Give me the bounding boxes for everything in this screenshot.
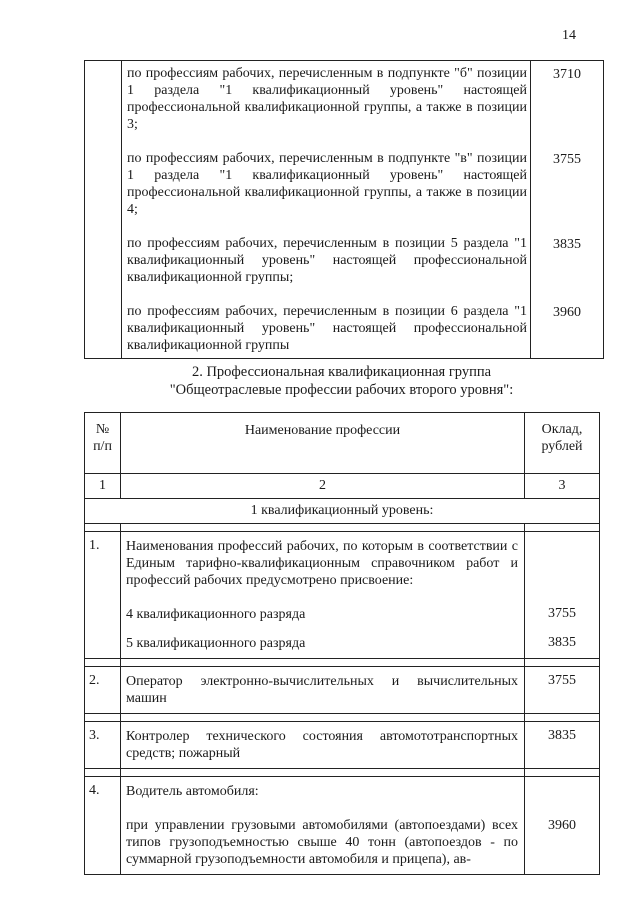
table-row	[85, 777, 600, 875]
level-title: 1 квалификационный уровень:	[85, 499, 600, 524]
row-gap	[85, 524, 600, 532]
row-sub-text: при управлении грузовыми автомобилями (автопоездами) всех типов грузоподъемностью свыше 40 тонн (автопоездов - по суммарной грузоподъемности автомобиля и прицепа), ав-	[126, 818, 518, 867]
row-text: Оператор электронно-вычислительных и вычислительных машин	[121, 667, 525, 714]
table-row	[85, 532, 600, 659]
continuation-value: 3960	[553, 305, 581, 320]
column-index: 2	[121, 474, 525, 499]
continuation-num-cell	[85, 61, 122, 359]
row-text: Наименования профессий рабочих, по которым в соответствии с Единым тарифно-квалификационным справочником работ и профессий рабочих предусмотрено присвоение:	[126, 539, 518, 588]
row-text: Водитель автомобиля:	[126, 784, 259, 799]
row-value-cell	[525, 532, 600, 659]
continuation-entry: по профессиям рабочих, перечисленным в подпункте "б" позиции 1 раздела "1 квалификационный уровень" настоящей профессиональной квалификационной группы, а также в позиции 3;	[127, 66, 527, 132]
row-value: 3835	[548, 635, 576, 650]
row-gap	[85, 714, 600, 722]
row-value: 3960	[548, 818, 576, 833]
continuation-values-cell	[531, 61, 604, 359]
row-number: 2.	[85, 667, 121, 714]
row-value: 3835	[525, 722, 600, 769]
continuation-value: 3710	[553, 67, 581, 82]
continuation-value: 3835	[553, 237, 581, 252]
level-row	[85, 499, 600, 524]
table-row	[85, 667, 600, 714]
header-num-line2: п/п	[93, 439, 112, 454]
table-header-row	[85, 413, 600, 474]
row-text-cell	[121, 777, 525, 875]
continuation-names-cell	[122, 61, 531, 359]
header-name: Наименование профессии	[121, 413, 525, 474]
profession-table	[84, 412, 600, 875]
row-value: 3755	[525, 667, 600, 714]
row-value: 3755	[548, 606, 576, 621]
header-salary-line1: Оклад,	[541, 422, 583, 437]
column-index: 1	[85, 474, 121, 499]
continuation-entry: по профессиям рабочих, перечисленным в позиции 6 раздела "1 квалификационный уровень" настоящей профессиональной квалификационной группы	[127, 304, 527, 353]
continuation-value: 3755	[553, 152, 581, 167]
continuation-table	[84, 60, 604, 359]
row-number: 3.	[85, 722, 121, 769]
row-gap	[85, 769, 600, 777]
row-value-cell	[525, 777, 600, 875]
column-index: 3	[525, 474, 600, 499]
row-text: Контролер технического состояния автомототранспортных средств; пожарный	[121, 722, 525, 769]
section-heading: 2. Профессиональная квалификационная группа	[191, 364, 492, 380]
page-number: 14	[562, 28, 576, 43]
row-text-cell	[121, 532, 525, 659]
row-sub-text: 5 квалификационного разряда	[126, 636, 306, 651]
header-num-line1: №	[95, 422, 110, 437]
continuation-entry: по профессиям рабочих, перечисленным в позиции 5 раздела "1 квалификационный уровень" настоящей профессиональной квалификационной группы;	[127, 236, 527, 285]
column-index-row	[85, 474, 600, 499]
header-salary-line2: рублей	[541, 439, 583, 454]
row-number: 1.	[85, 532, 121, 659]
row-gap	[85, 659, 600, 667]
header-num	[85, 413, 121, 474]
row-sub-text: 4 квалификационного разряда	[126, 607, 306, 622]
section-subheading: "Общеотраслевые профессии рабочих второго уровня":	[169, 382, 514, 398]
header-salary	[525, 413, 600, 474]
row-number: 4.	[85, 777, 121, 875]
continuation-entry: по профессиям рабочих, перечисленным в подпункте "в" позиции 1 раздела "1 квалификационный уровень" настоящей профессиональной квалификационной группы, а также в позиции 4;	[127, 151, 527, 217]
table-row	[85, 722, 600, 769]
